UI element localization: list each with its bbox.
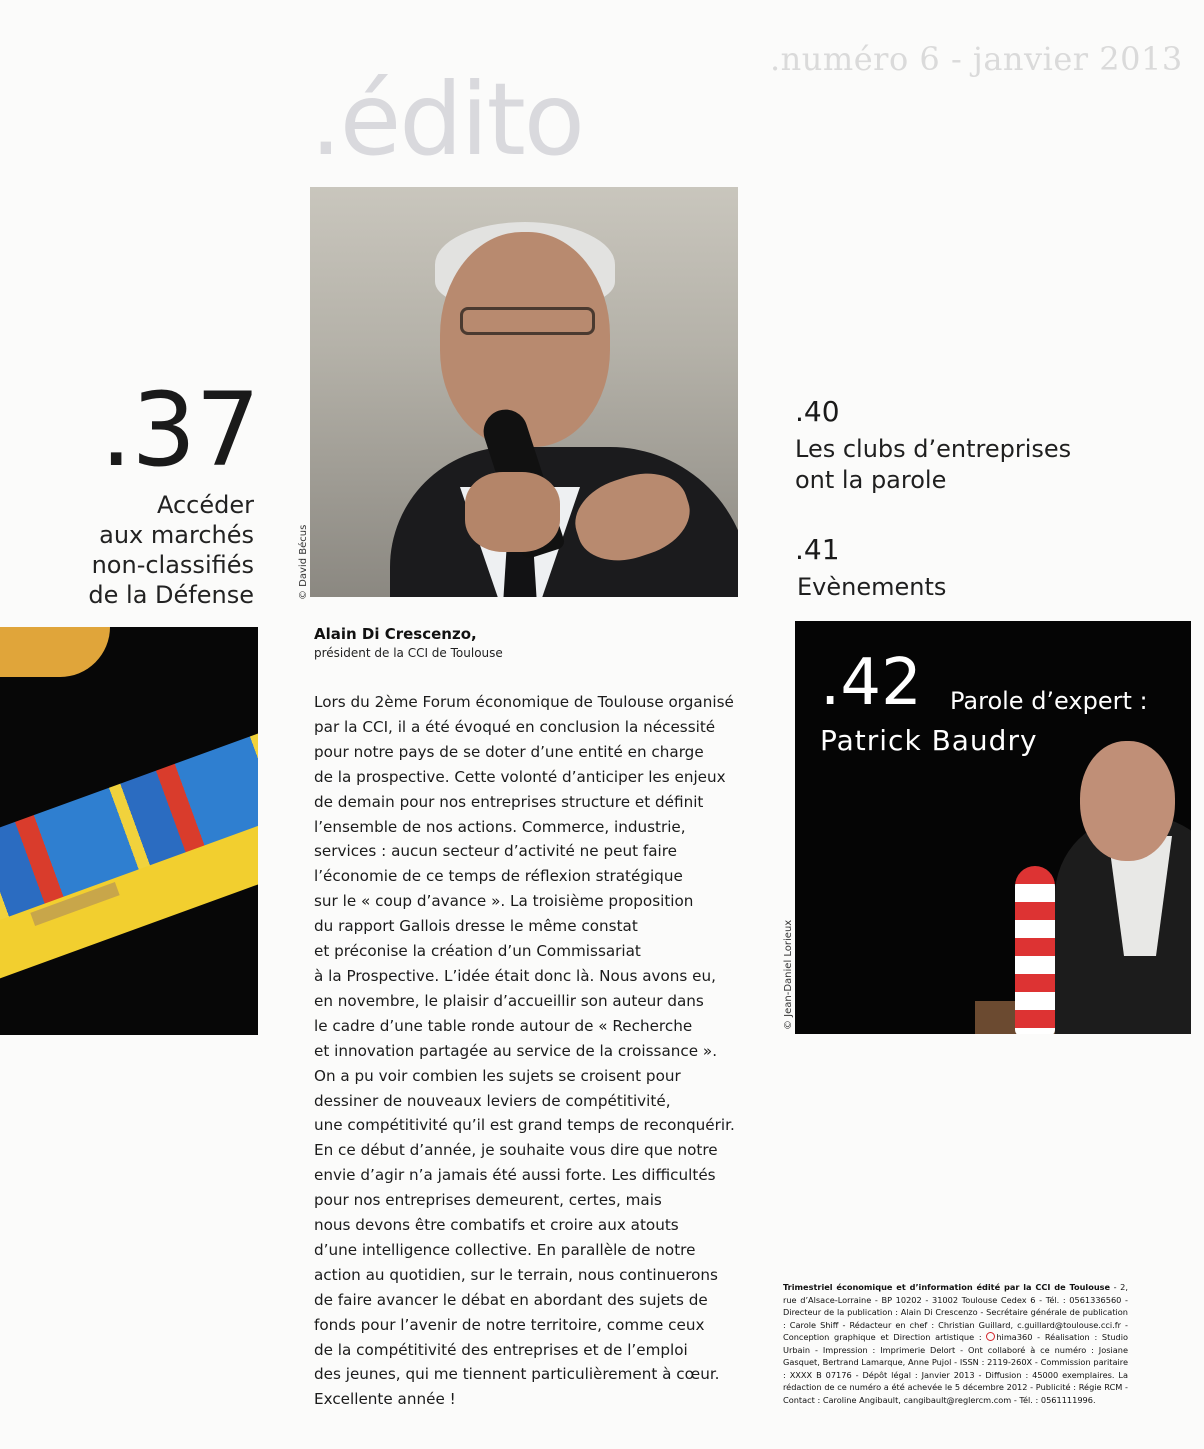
editorial-line: et préconise la création d’un Commissariat bbox=[314, 942, 641, 961]
president-portrait-photo bbox=[310, 187, 738, 597]
feature-42-label: Parole d’expert : bbox=[950, 687, 1148, 715]
feature-40-number: .40 bbox=[795, 395, 840, 428]
editorial-line: des jeunes, qui me tiennent particulièrement à cœur. bbox=[314, 1365, 720, 1384]
editorial-line: du rapport Gallois dresse le même constat bbox=[314, 917, 638, 936]
portrait-glasses bbox=[460, 307, 595, 335]
agency-logo-icon bbox=[986, 1332, 995, 1341]
feature-40-title-line: Les clubs d’entreprises bbox=[795, 435, 1072, 463]
editorial-line: une compétitivité qu’il est grand temps de reconquérir. bbox=[314, 1116, 735, 1135]
editorial-line: l’ensemble de nos actions. Commerce, industrie, bbox=[314, 817, 686, 836]
feature-37-title-line: de la Défense bbox=[88, 581, 254, 609]
editorial-line: le cadre d’une table ronde autour de « Recherche bbox=[314, 1016, 693, 1035]
editorial-line: dessiner de nouveaux leviers de compétitivité, bbox=[314, 1091, 671, 1110]
editorial-line: pour nos entreprises demeurent, certes, mais bbox=[314, 1191, 662, 1210]
editorial-line: pour notre pays de se doter d’une entité en charge bbox=[314, 742, 704, 761]
feature-41-number: .41 bbox=[795, 533, 840, 566]
feature-37-title-line: Accéder bbox=[156, 491, 254, 519]
editorial-line: de la compétitivité des entreprises et de l’emploi bbox=[314, 1340, 688, 1359]
agency-logo-text: hima360 bbox=[996, 1332, 1033, 1342]
editorial-line: de la prospective. Cette volonté d’anticiper les enjeux bbox=[314, 767, 726, 786]
editorial-line: d’une intelligence collective. En parallèle de notre bbox=[314, 1240, 696, 1259]
editorial-line: En ce début d’année, je souhaite vous dire que notre bbox=[314, 1141, 718, 1160]
editorial-line: l’économie de ce temps de réflexion stratégique bbox=[314, 867, 683, 886]
issue-number: .numéro 6 - janvier 2013 bbox=[770, 40, 1183, 78]
editorial-line: par la CCI, il a été évoqué en conclusion la nécessité bbox=[314, 717, 716, 736]
editorial-line: de demain pour nos entreprises structure et définit bbox=[314, 792, 704, 811]
section-title: .édito bbox=[310, 61, 583, 178]
expert-photo-credit: © Jean-Daniel Lorieux bbox=[783, 919, 794, 1030]
editorial-line: Lors du 2ème Forum économique de Toulouse organisé bbox=[314, 693, 734, 711]
editorial-line: envie d’agir n’a jamais été aussi forte. Les difficultés bbox=[314, 1166, 716, 1185]
editorial-line: services : aucun secteur d’activité ne peut faire bbox=[314, 842, 678, 861]
editorial-line: Excellente année ! bbox=[314, 1390, 456, 1409]
portrait-face bbox=[440, 232, 610, 447]
feature-37-title-line: aux marchés bbox=[99, 521, 254, 549]
editorial-text bbox=[314, 690, 734, 1412]
editorial-line: à la Prospective. L’idée était donc là. Nous avons eu, bbox=[314, 966, 716, 985]
editorial-line: nous devons être combatifs et croire aux atouts bbox=[314, 1216, 679, 1235]
ribbon-medal-photo bbox=[0, 627, 258, 1035]
imprint-lead: Trimestriel économique et d’information édité par la CCI de Toulouse bbox=[783, 1282, 1111, 1292]
expert-face bbox=[1080, 741, 1175, 861]
portrait-hand bbox=[465, 472, 560, 552]
editorial-line: sur le « coup d’avance ». La troisième proposition bbox=[314, 892, 694, 911]
editorial-line: action au quotidien, sur le terrain, nous continuerons bbox=[314, 1265, 718, 1284]
imprint-details: - 2, rue d’Alsace-Lorraine - BP 10202 - 31002 Toulouse Cedex 6 - Tél. : 0561336560 - Directeur de la publication : Alain Di Crescenzo - Secrétaire générale de publication : Carole Shiff - Rédacteur en chef : Christian Guillard, c.guillard@toulouse.cci.fr - Conception graphique et Direction artistique : bbox=[783, 1282, 1128, 1342]
medal-fragment bbox=[0, 627, 110, 677]
caption-name: Alain Di Crescenzo, bbox=[314, 625, 477, 643]
expert-feature-photo bbox=[795, 621, 1191, 1034]
editorial-line: de faire avancer le débat en abordant des sujets de bbox=[314, 1290, 708, 1309]
feature-42-number: .42 bbox=[820, 646, 922, 720]
feature-41-title: Evènements bbox=[797, 573, 947, 601]
feature-40-title-line: ont la parole bbox=[795, 466, 947, 494]
editorial-line: et innovation partagée au service de la croissance ». bbox=[314, 1041, 718, 1060]
imprint bbox=[783, 1281, 1128, 1406]
editorial-line: fonds pour l’avenir de notre territoire, comme ceux bbox=[314, 1315, 705, 1334]
feature-37-title-line: non-classifiés bbox=[91, 551, 254, 579]
feature-37-title bbox=[60, 490, 254, 610]
editorial-line: On a pu voir combien les sujets se croisent pour bbox=[314, 1066, 681, 1085]
portrait-photo-credit: © David Bécus bbox=[298, 524, 309, 600]
rocket-icon bbox=[1015, 866, 1055, 1034]
imprint-details-continued: - Réalisation : Studio Urbain - Impression : Imprimerie Delort - Ont collaboré à ce numéro : Josiane Gasquet, Bertrand Lamarque, Anne Pujol - ISSN : 2119-260X - Commission paritaire : XXXX B 07176 - Dépôt légal : Janvier 2013 - Diffusion : 45000 exemplaires. La rédaction de ce numéro a été achevée le 5 décembre 2012 - Publicité : Régie RCM - Contact : Caroline Angibault, cangibault@reglercm.com - Tél. : 0561111996. bbox=[783, 1332, 1129, 1405]
feature-40-title bbox=[795, 434, 1071, 496]
editorial-line: en novembre, le plaisir d’accueillir son auteur dans bbox=[314, 991, 704, 1010]
feature-37-number: .37 bbox=[100, 371, 260, 490]
expert-name: Patrick Baudry bbox=[820, 724, 1038, 757]
caption-role: président de la CCI de Toulouse bbox=[314, 646, 503, 660]
